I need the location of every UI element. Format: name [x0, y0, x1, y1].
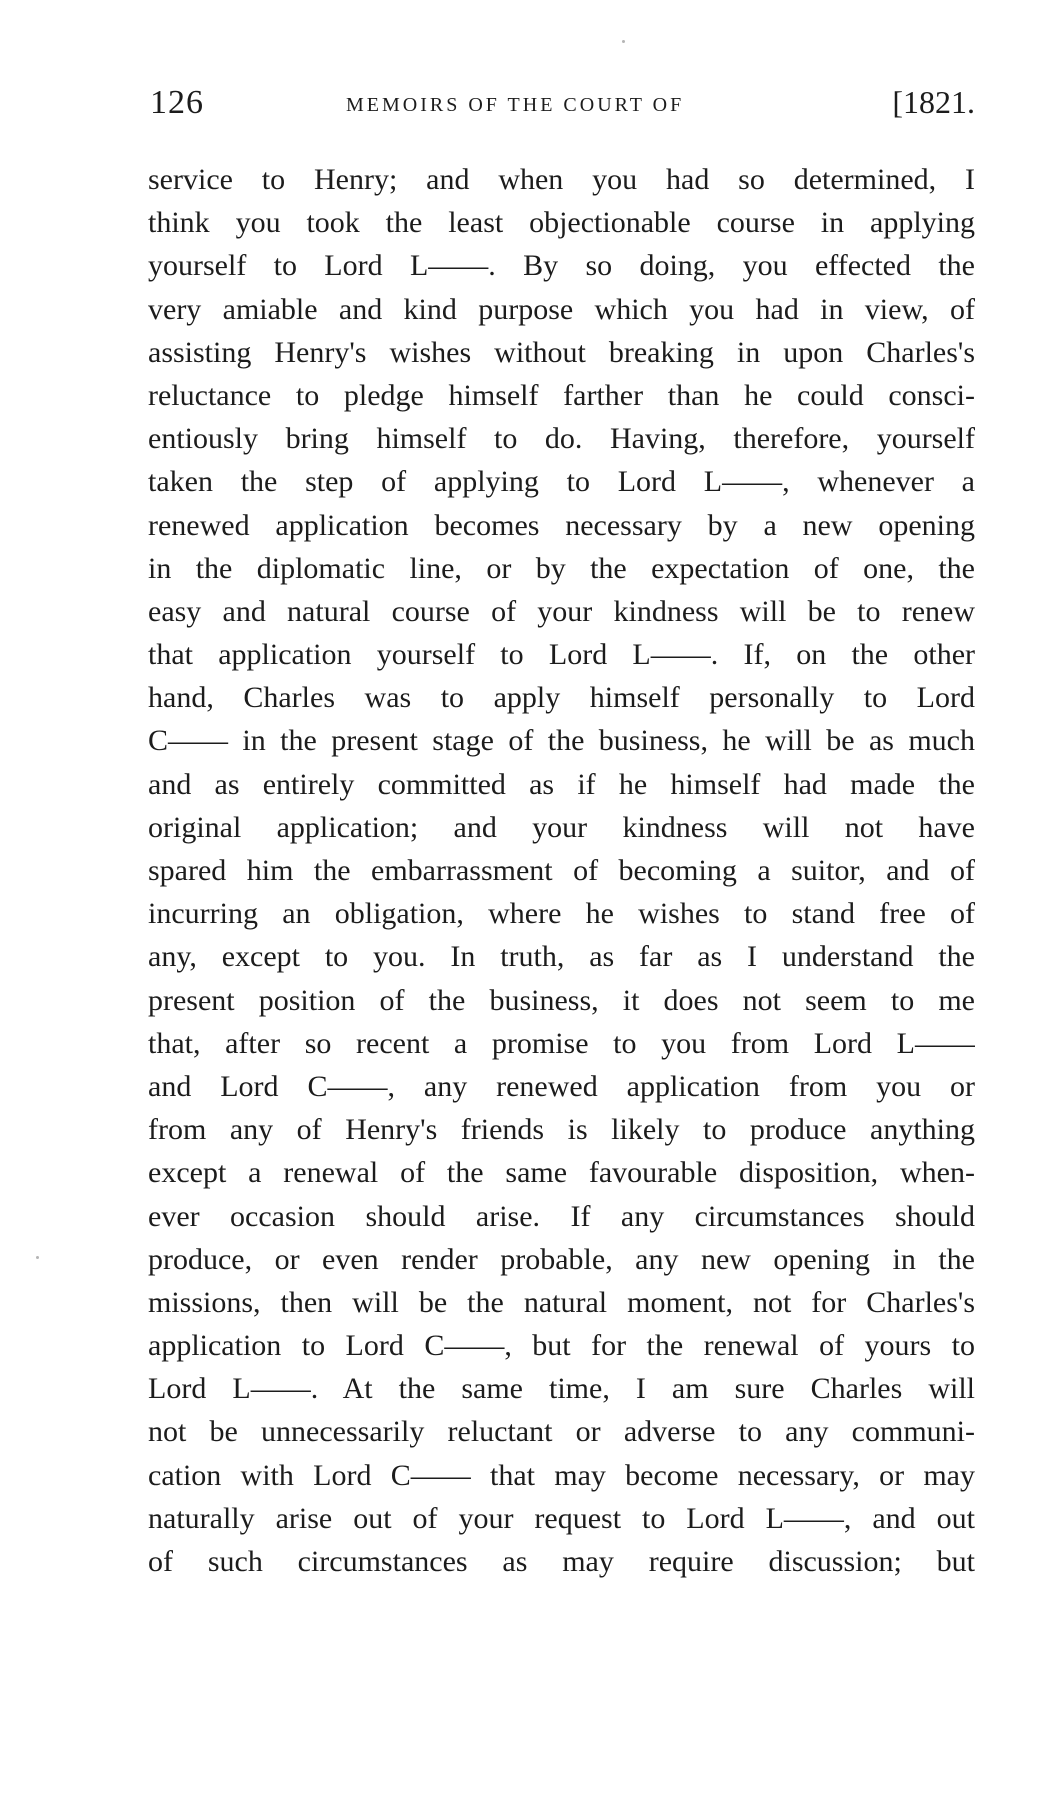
text-line: spared him the embarrassment of becoming a suitor, and of	[148, 854, 975, 887]
text-line: and as entirely committed as if he himself had made the	[148, 767, 975, 801]
running-year: [1821.	[892, 84, 975, 120]
text-line: from any of Henry's friends is likely to produce anything	[148, 1113, 975, 1147]
text-line: of such circumstances as may require discussion; but	[148, 1545, 975, 1578]
text-line: original application; and your kindness will not have	[148, 810, 975, 844]
paper-speck	[622, 40, 625, 43]
text-line: any, except to you. In truth, as far as I understand the	[148, 940, 975, 974]
text-line: naturally arise out of your request to Lord L——, and out	[148, 1501, 975, 1535]
text-line: easy and natural course of your kindness will be to renew	[148, 594, 975, 628]
text-line: ever occasion should arise. If any circumstances should	[148, 1199, 975, 1233]
text-line: entiously bring himself to do. Having, therefore, yourself	[148, 422, 975, 456]
text-line: cation with Lord C—— that may become necessary, or may	[148, 1458, 975, 1492]
text-line: incurring an obligation, where he wishes to stand free of	[148, 897, 975, 931]
page-number: 126	[150, 84, 204, 121]
text-line: yourself to Lord L——. By so doing, you effected the	[148, 249, 975, 283]
paper-speck	[36, 1256, 39, 1259]
text-line: in the diplomatic line, or by the expectation of one, the	[148, 551, 975, 585]
text-line: reluctance to pledge himself farther than he could consci-	[148, 378, 975, 412]
text-line: think you took the least objectionable course in applying	[148, 206, 975, 240]
text-line: service to Henry; and when you had so determined, I	[148, 163, 975, 196]
text-line: application to Lord C——, but for the renewal of yours to	[148, 1329, 975, 1363]
text-line: not be unnecessarily reluctant or adverse to any communi-	[148, 1415, 975, 1449]
text-line: renewed application becomes necessary by a new opening	[148, 508, 975, 542]
text-line: missions, then will be the natural moment, not for Charles's	[148, 1285, 975, 1319]
text-line: that, after so recent a promise to you from Lord L——	[148, 1026, 975, 1060]
text-line: assisting Henry's wishes without breaking in upon Charles's	[148, 335, 975, 369]
running-title: MEMOIRS OF THE COURT OF	[346, 94, 685, 116]
body-text	[148, 158, 975, 1583]
running-head	[150, 84, 975, 128]
text-line: except a renewal of the same favourable disposition, when-	[148, 1156, 975, 1190]
text-line: Lord L——. At the same time, I am sure Charles will	[148, 1372, 975, 1406]
text-line: taken the step of applying to Lord L——, whenever a	[148, 465, 975, 499]
text-line: and Lord C——, any renewed application from you or	[148, 1069, 975, 1103]
text-line: hand, Charles was to apply himself personally to Lord	[148, 681, 975, 715]
text-line: present position of the business, it does not seem to me	[148, 983, 975, 1017]
text-line: produce, or even render probable, any new opening in the	[148, 1242, 975, 1276]
text-line: very amiable and kind purpose which you had in view, of	[148, 292, 975, 326]
text-line: C—— in the present stage of the business, he will be as much	[148, 724, 975, 758]
text-line: that application yourself to Lord L——. If, on the other	[148, 638, 975, 672]
